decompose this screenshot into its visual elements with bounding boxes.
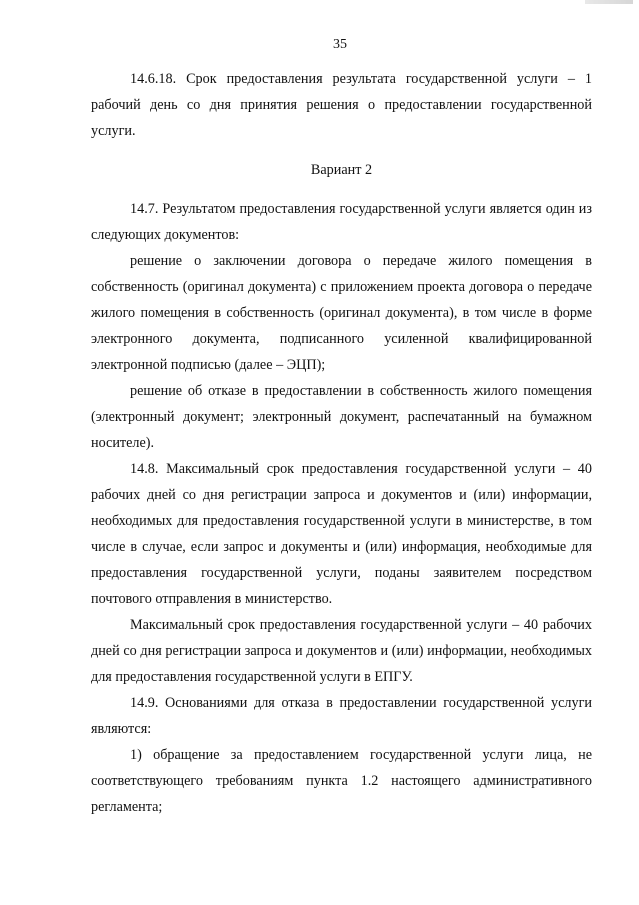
- paragraph-max-term-epgu: Максимальный срок предоставления государственной услуги – 40 рабочих дней со дня регистрации запроса и документов и (или) информации, необходимых для предоставления государственной услуги в ЕПГУ.: [91, 617, 592, 685]
- document-body: [91, 66, 592, 820]
- scan-artifact-mark: [585, 0, 633, 4]
- paragraph-decision-contract: решение о заключении договора о передаче жилого помещения в собственность (оригинал документа) с приложением проекта договора о передаче жилого помещения в собственность (оригинал документа), в том числе в форме электронного документа, подписанного усиленной квалифицированной электронной подписью (далее – ЭЦП);: [91, 253, 592, 373]
- paragraph-14-8: 14.8. Максимальный срок предоставления государственной услуги – 40 рабочих дней со дня регистрации запроса и документов и (или) информации, необходимых для предоставления государственной услуги в министерстве, в том числе в случае, если запрос и документы и (или) информация, необходимые для предоставления государственной услуги, поданы заявителем посредством почтового отправления в министерство.: [91, 461, 592, 607]
- paragraph-decision-refusal: решение об отказе в предоставлении в собственность жилого помещения (электронный документ; электронный документ, распечатанный на бумажном носителе).: [91, 383, 592, 451]
- section-heading: Вариант 2: [310, 162, 373, 178]
- paragraph-reason-1: 1) обращение за предоставлением государственной услуги лица, не соответствующего требованиям пункта 1.2 настоящего административного регламента;: [91, 747, 592, 815]
- paragraph-14-9: 14.9. Основаниями для отказа в предоставлении государственной услуги являются:: [91, 695, 592, 737]
- page-number: 35: [333, 37, 347, 52]
- paragraph-14-6-18: 14.6.18. Срок предоставления результата государственной услуги – 1 рабочий день со дня принятия решения о предоставлении государственной услуги.: [91, 71, 592, 139]
- paragraph-14-7: 14.7. Результатом предоставления государственной услуги является один из следующих документов:: [91, 201, 592, 243]
